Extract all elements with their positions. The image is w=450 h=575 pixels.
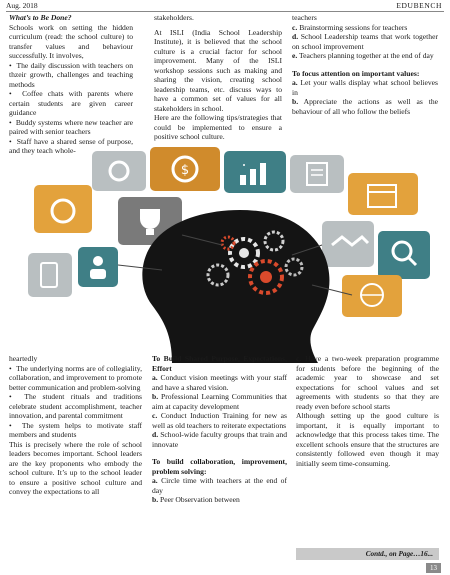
speech-bubble <box>378 231 430 279</box>
list-item: a. Conduct vision meetings with your staff and have a shared vision. <box>152 373 288 392</box>
continued-on-page-link[interactable]: Contd., on Page…16... <box>296 548 439 560</box>
list-item: c. Brainstorming sessions for teachers <box>292 22 408 32</box>
list-item: c. Conduct Induction Training for new as well as old teachers to reiterate expectations <box>152 411 288 430</box>
header-divider <box>6 11 444 12</box>
intro-paragraph: Schools work on setting the hidden curriculum (read: the school culture) to transfer values and behaviour successfully. It involves, <box>9 22 133 60</box>
list-item: b. Peer Observation between <box>152 495 240 504</box>
column-4 <box>9 354 142 497</box>
publication-name: EDUBENCH <box>396 1 442 10</box>
section-heading: To focus attention on important values: <box>292 68 420 78</box>
bullet-item: • Buddy systems where new teacher are paired with senior teachers <box>9 117 133 136</box>
column-3 <box>292 13 438 116</box>
speech-bubble <box>28 253 72 297</box>
bullet-item: • The daily discussion with teachers on thzeir growth, challenges and teaching methods <box>9 60 134 89</box>
list-item: d. School-wide faculty groups that train and innovate <box>152 430 287 449</box>
bullet-item: • Coffee chats with parents where certain students are given career guidance <box>9 89 133 117</box>
continued-text: stakeholders. <box>154 13 194 22</box>
page-number: 13 <box>426 563 441 573</box>
conclusion-paragraph: Although setting up the good culture is important, it is equally important to acknowledge that this process takes time. The excellent schools ensure that the structures are consistently followed even though it may initially seem time-consuming. <box>296 411 439 468</box>
speech-bubble <box>348 173 418 215</box>
list-item: b. Professional Learning Communities that aim at capacity development <box>152 392 287 411</box>
tips-paragraph: Here are the following tips/strategies that could be implemented to ensure a positive school culture. <box>154 113 282 141</box>
column-5 <box>152 354 287 505</box>
school-culture-illustration <box>22 145 436 363</box>
bullet-item: • The student rituals and traditions celebrate student accomplishment, teacher innovation, and parental commitment <box>9 392 142 420</box>
list-item: c. Have a two-week preparation programme for students before the beginning of the academic year to showcase and set expectations for school values and set agreements with students so that they are ready even before school starts <box>296 354 439 411</box>
leader-paragraph: This is precisely where the role of school leaders becomes important. School leaders are the key proponents who embody the school culture. It’s up to the school leader to ensure a positive school culture and convey the expectations to all <box>9 439 142 496</box>
head-silhouette <box>142 210 329 363</box>
speech-bubble <box>322 221 374 267</box>
bullet-item: • The underlying norms are of collegiality, collaboration, and improvement to promote better communication and problem-solving <box>9 363 142 392</box>
speech-bubble <box>78 247 118 287</box>
section-heading: To build collaboration, improvement, problem solving: <box>152 457 287 476</box>
continued-text: teachers <box>292 13 317 22</box>
list-item: a. Circle time with teachers at the end of day <box>152 476 287 495</box>
list-item: e. Teachers planning together at the end of day <box>292 51 434 60</box>
bullet-item: • The system helps to motivate staff members and students <box>9 420 142 439</box>
list-item: d. School Leadership teams that work together on school improvement <box>292 32 438 51</box>
column-6 <box>296 354 439 468</box>
list-item: a. Let your walls display what school believes in <box>292 78 438 97</box>
issue-date: Aug. 2018 <box>6 1 38 10</box>
list-item: b. Appreciate the actions as well as the behaviour of all who follow the beliefs <box>292 97 438 116</box>
section-heading: What’s to Be Done? <box>9 13 72 22</box>
speech-bubble <box>92 151 146 191</box>
isli-paragraph: At ISLI (India School Leadership Institute), it is believed that the school culture is a crucial factor for school improvement. Many of the ISLI workshop sessions such as making and sharing the vision, creating school leadership teams, etc. discuss ways to have a common set of values for all stakeholders in school. <box>154 27 282 113</box>
continued-text: heartedly <box>9 354 38 363</box>
column-2 <box>154 13 282 142</box>
svg-text:$: $ <box>180 163 190 178</box>
bullet-item: • Staff have a shared sense of purpose, and they teach whole- <box>9 136 133 155</box>
speech-bubble <box>290 155 344 193</box>
speech-bubble <box>342 275 402 317</box>
section-heading: To Build Shared Purpose, Expectations, Effort <box>152 354 287 373</box>
speech-bubble <box>34 185 92 233</box>
column-1 <box>9 13 133 156</box>
page-header <box>0 0 450 12</box>
